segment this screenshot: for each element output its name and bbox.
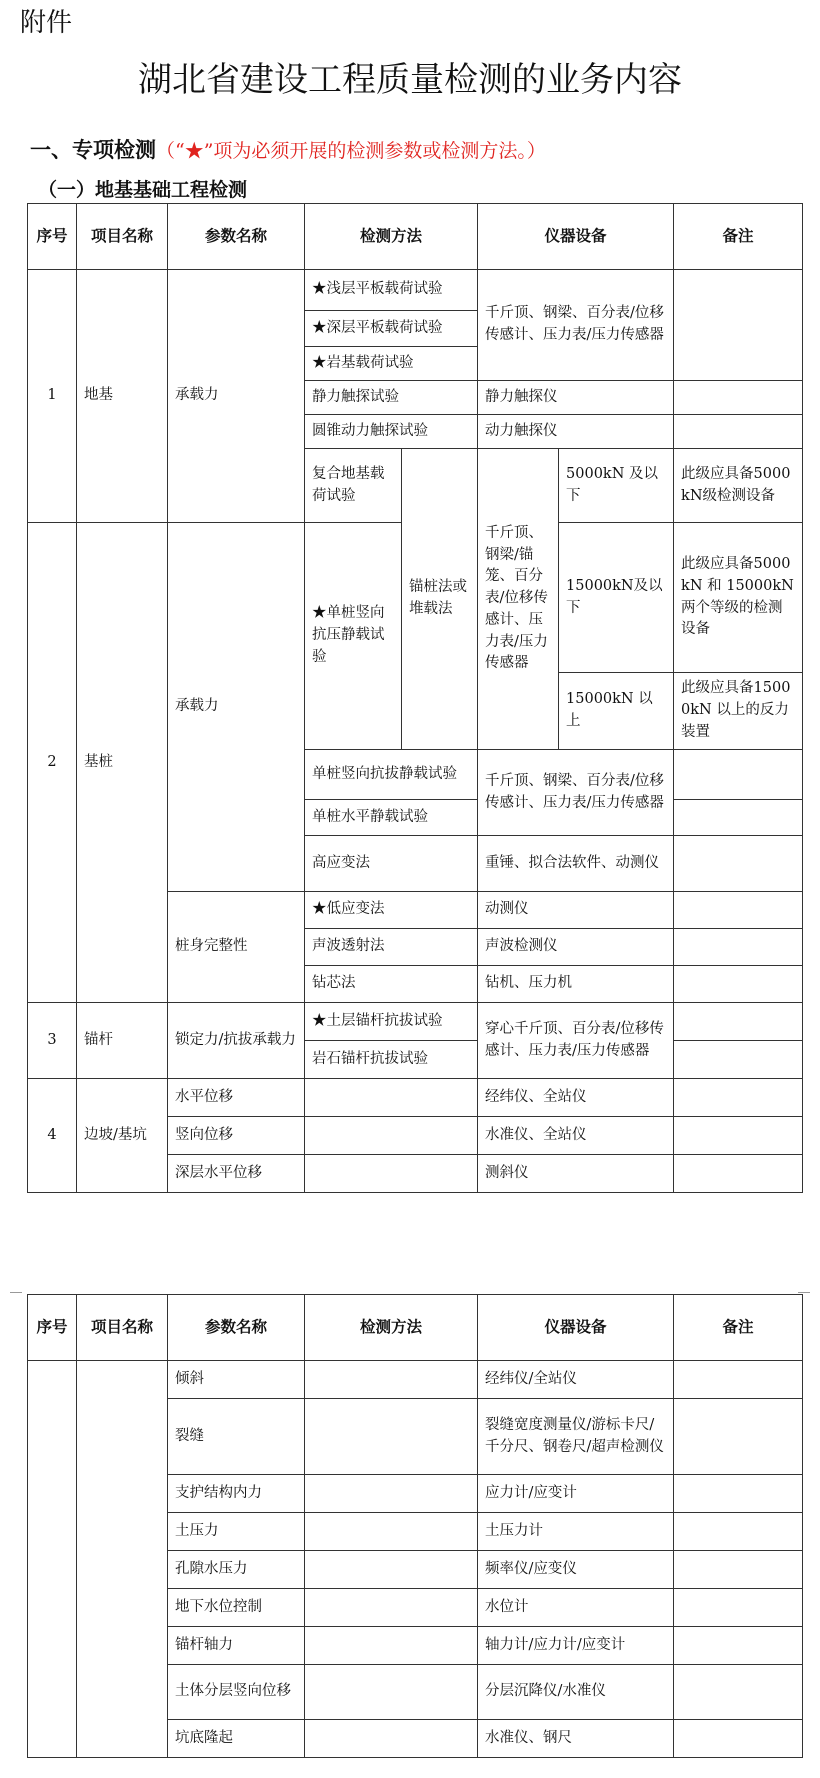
foundation-testing-table-part2 [27,1294,803,1758]
seq-4: 4 [28,1079,77,1193]
param-pit-bottom-heave: 坑底隆起 [168,1720,305,1758]
header-remarks: 备注 [674,204,803,270]
param-crack: 裂缝 [168,1399,305,1475]
remark-empty [674,1079,803,1117]
method-low-strain: ★低应变法 [305,892,478,929]
remark-empty [674,800,803,836]
param-pile-bearing-capacity: 承载力 [168,523,305,892]
header-method: 检测方法 [305,204,478,270]
scale-15000kn-above: 15000kN 以上 [559,673,674,750]
equip-anchor-set: 穿心千斤顶、百分表/位移传感计、压力表/压力传感器 [478,1003,674,1079]
method-dpt: 圆锥动力触探试验 [305,415,478,449]
equip-dpt: 动力触探仪 [478,415,674,449]
param-pore-water-pressure: 孔隙水压力 [168,1551,305,1589]
equip-support-internal-force: 应力计/应变计 [478,1475,674,1513]
method-deep-plate-load: ★深层平板载荷试验 [305,311,478,347]
remark-empty [674,1589,803,1627]
remark-empty [674,1720,803,1758]
param-vertical-displacement: 竖向位移 [168,1117,305,1155]
method-single-pile-uplift: 单桩竖向抗拔静载试验 [305,750,478,800]
remark-15000kn-above: 此级应具备15000kN 以上的反力装置 [674,673,803,750]
equip-pit-bottom-heave: 水准仪、钢尺 [478,1720,674,1758]
remark-empty [674,1117,803,1155]
method-single-pile-compression: ★单桩竖向抗压静载试验 [305,523,402,750]
method-empty [305,1475,478,1513]
page-break-mark [798,1282,810,1293]
equip-low-strain: 动测仪 [478,892,674,929]
param-support-internal-force: 支护结构内力 [168,1475,305,1513]
seq-1: 1 [28,270,77,523]
header-item-name: 项目名称 [77,1295,168,1361]
method-empty [305,1155,478,1193]
remark-empty [674,1627,803,1665]
remark-empty [674,1475,803,1513]
param-layered-settlement: 土体分层竖向位移 [168,1665,305,1720]
param-deep-horizontal-displacement: 深层水平位移 [168,1155,305,1193]
remark-empty [674,1665,803,1720]
remark-empty [674,1361,803,1399]
remark-5000kn: 此级应具备5000kN级检测设备 [674,449,803,523]
equip-layered-settlement: 分层沉降仪/水准仪 [478,1665,674,1720]
method-sonic-logging: 声波透射法 [305,929,478,966]
method-high-strain: 高应变法 [305,836,478,892]
remark-15000kn-below: 此级应具备5000kN 和 15000kN 两个等级的检测设备 [674,523,803,673]
equip-high-strain: 重锤、拟合法软件、动测仪 [478,836,674,892]
scale-15000kn-below: 15000kN及以下 [559,523,674,673]
remark-empty [674,892,803,929]
method-empty [305,1361,478,1399]
header-param-name: 参数名称 [168,1295,305,1361]
param-tilt: 倾斜 [168,1361,305,1399]
remark-empty [674,1513,803,1551]
param-groundwater-level: 地下水位控制 [168,1589,305,1627]
equip-earth-pressure: 土压力计 [478,1513,674,1551]
header-param-name: 参数名称 [168,204,305,270]
equip-pore-water-pressure: 频率仪/应变仪 [478,1551,674,1589]
seq-empty [28,1361,77,1758]
param-bearing-capacity: 承载力 [168,270,305,523]
document-title: 湖北省建设工程质量检测的业务内容 [138,60,682,100]
header-item-name: 项目名称 [77,204,168,270]
method-anchor-pile-or-surcharge: 锚桩法或堆载法 [402,449,478,750]
equip-cpt: 静力触探仪 [478,381,674,415]
remark-empty [674,1399,803,1475]
remark-empty [674,270,803,381]
section-heading-special-testing [30,134,546,164]
section-note: （“★”项为必须开展的检测参数或检测方法。） [156,140,546,162]
seq-3: 3 [28,1003,77,1079]
method-empty [305,1117,478,1155]
header-seq: 序号 [28,204,77,270]
equip-inclinometer: 测斜仪 [478,1155,674,1193]
item-pile: 基桩 [77,523,168,1003]
remark-empty [674,415,803,449]
method-empty [305,1665,478,1720]
seq-2: 2 [28,523,77,1003]
method-empty [305,1720,478,1758]
equip-sonic-logging: 声波检测仪 [478,929,674,966]
equip-jack-anchor-set: 千斤顶、钢梁/锚笼、百分表/位移传感计、压力表/压力传感器 [478,449,559,750]
equip-jack-set: 千斤顶、钢梁、百分表/位移传感计、压力表/压力传感器 [478,270,674,381]
method-cpt: 静力触探试验 [305,381,478,415]
equip-theodolite-total-station: 经纬仪、全站仪 [478,1079,674,1117]
param-pile-integrity: 桩身完整性 [168,892,305,1003]
item-anchor: 锚杆 [77,1003,168,1079]
remark-empty [674,929,803,966]
page-break-mark [10,1282,22,1293]
param-anchor-axial-force: 锚杆轴力 [168,1627,305,1665]
method-single-pile-lateral: 单桩水平静载试验 [305,800,478,836]
method-empty [305,1399,478,1475]
item-foundation: 地基 [77,270,168,523]
method-soil-anchor-pullout: ★土层锚杆抗拔试验 [305,1003,478,1041]
method-empty [305,1589,478,1627]
equip-tilt: 经纬仪/全站仪 [478,1361,674,1399]
equip-level-total-station: 水准仪、全站仪 [478,1117,674,1155]
param-horizontal-displacement: 水平位移 [168,1079,305,1117]
remark-empty [674,1003,803,1041]
header-equipment: 仪器设备 [478,1295,674,1361]
method-core-drilling: 钻芯法 [305,966,478,1003]
method-empty [305,1079,478,1117]
item-empty [77,1361,168,1758]
remark-empty [674,1041,803,1079]
section-heading-text: 一、专项检测 [30,138,156,162]
method-empty [305,1627,478,1665]
header-equipment: 仪器设备 [478,204,674,270]
method-empty [305,1551,478,1589]
equip-uplift-set: 千斤顶、钢梁、百分表/位移传感计、压力表/压力传感器 [478,750,674,836]
remark-empty [674,1155,803,1193]
subsection-heading-foundation: （一）地基基础工程检测 [38,179,248,201]
header-seq: 序号 [28,1295,77,1361]
method-shallow-plate-load: ★浅层平板载荷试验 [305,270,478,311]
method-rock-load: ★岩基载荷试验 [305,347,478,381]
remark-empty [674,966,803,1003]
equip-groundwater-level: 水位计 [478,1589,674,1627]
scale-5000kn: 5000kN 及以下 [559,449,674,523]
header-remarks: 备注 [674,1295,803,1361]
foundation-testing-table-part1 [27,203,803,1193]
remark-empty [674,750,803,800]
equip-core-drilling: 钻机、压力机 [478,966,674,1003]
method-rock-anchor-pullout: 岩石锚杆抗拔试验 [305,1041,478,1079]
equip-crack: 裂缝宽度测量仪/游标卡尺/千分尺、钢卷尺/超声检测仪 [478,1399,674,1475]
equip-anchor-axial-force: 轴力计/应力计/应变计 [478,1627,674,1665]
remark-empty [674,1551,803,1589]
remark-empty [674,381,803,415]
param-earth-pressure: 土压力 [168,1513,305,1551]
header-method: 检测方法 [305,1295,478,1361]
remark-empty [674,836,803,892]
annex-label: 附件 [20,8,73,38]
method-empty [305,1513,478,1551]
item-slope-pit: 边坡/基坑 [77,1079,168,1193]
method-composite-foundation-load: 复合地基载荷试验 [305,449,402,523]
param-anchor-capacity: 锁定力/抗拔承载力 [168,1003,305,1079]
